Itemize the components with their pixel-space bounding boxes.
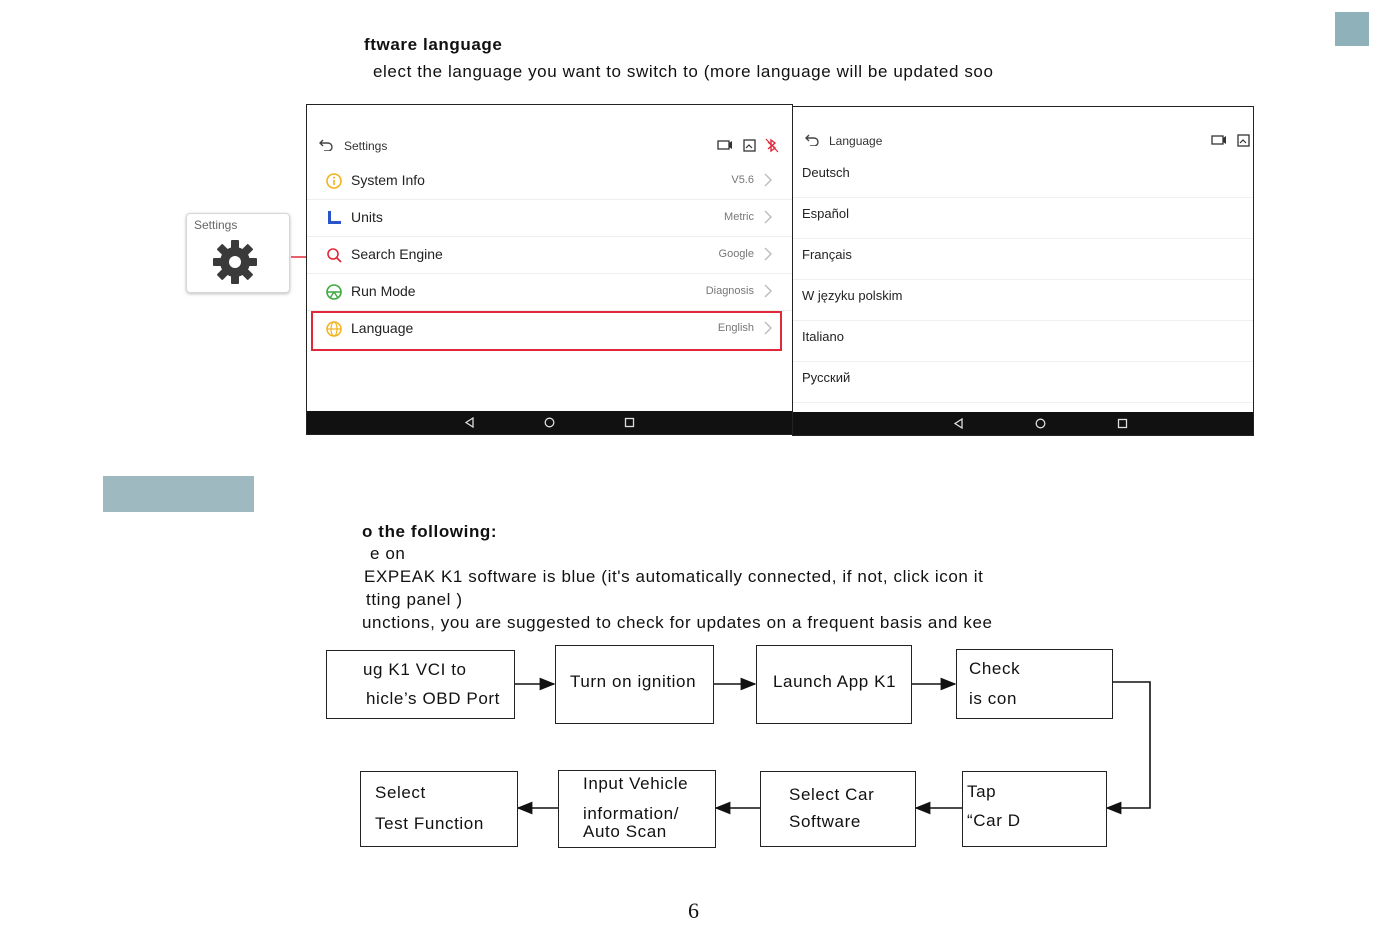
info-icon <box>326 173 342 189</box>
flow-step-text: Turn on ignition <box>570 672 697 691</box>
section2-line: e on <box>370 544 406 563</box>
run-mode-icon <box>326 284 342 300</box>
chevron-right-icon <box>764 247 772 261</box>
screenshot-icon[interactable] <box>1237 134 1250 147</box>
back-icon[interactable] <box>319 139 333 151</box>
units-icon <box>326 210 342 226</box>
settings-row-label: Units <box>351 209 383 225</box>
language-option-espanol[interactable] <box>793 198 1253 239</box>
section-subtitle: elect the language you want to switch to (more language will be updated soo <box>373 62 994 81</box>
settings-app-tile[interactable] <box>186 213 290 293</box>
language-option-label: W języku polskim <box>802 288 903 303</box>
flow-step-text: Check <box>969 659 1021 678</box>
settings-row-label: Language <box>351 320 414 336</box>
screenshot-icon[interactable] <box>743 139 756 152</box>
flow-step-check <box>956 649 1113 719</box>
language-option-label: Deutsch <box>802 165 850 180</box>
language-header-title: Language <box>829 134 883 148</box>
language-option-italiano[interactable] <box>793 321 1253 362</box>
flow-step-text: Auto Scan <box>583 822 667 841</box>
settings-row-label: Search Engine <box>351 246 443 262</box>
flow-step-text: information/ <box>583 804 680 823</box>
vci-icon[interactable] <box>717 139 733 151</box>
search-icon <box>326 247 342 263</box>
section-title: ftware language <box>364 35 503 54</box>
settings-header-title: Settings <box>344 139 388 153</box>
settings-row-units[interactable] <box>307 200 792 237</box>
bluetooth-off-icon[interactable] <box>765 138 779 153</box>
settings-row-run-mode[interactable] <box>307 274 792 311</box>
flow-step-text: Test Function <box>375 814 484 833</box>
flow-step-text: Software <box>789 812 861 831</box>
chevron-right-icon <box>764 173 772 187</box>
nav-back-icon[interactable] <box>464 417 475 428</box>
flow-step-tap <box>962 771 1107 847</box>
nav-recents-icon[interactable] <box>1117 418 1128 429</box>
flow-step-select-car-software <box>760 771 916 847</box>
back-icon[interactable] <box>805 134 819 146</box>
section2-line: tting panel ) <box>366 590 463 609</box>
chevron-right-icon <box>764 210 772 224</box>
chevron-right-icon <box>764 284 772 298</box>
language-option-label: Italiano <box>802 329 844 344</box>
language-option-francais[interactable] <box>793 239 1253 280</box>
settings-row-value: Diagnosis <box>705 285 754 297</box>
language-option-deutsch[interactable] <box>793 157 1253 198</box>
flow-step-launch-app <box>756 645 912 724</box>
language-option-russian[interactable] <box>793 362 1253 403</box>
language-option-label: Русский <box>802 370 851 385</box>
page-number: 6 <box>688 898 699 923</box>
nav-home-icon[interactable] <box>1035 418 1046 429</box>
android-nav-bar <box>793 412 1253 435</box>
settings-row-label: System Info <box>351 172 425 188</box>
settings-row-value: V5.6 <box>731 174 754 186</box>
flow-step-text: Select <box>375 783 426 802</box>
flow-step-ignition <box>555 645 714 724</box>
settings-row-label: Run Mode <box>351 283 416 299</box>
flow-step-input-vehicle <box>558 770 716 848</box>
settings-row-search-engine[interactable] <box>307 237 792 274</box>
flow-step-text: ug K1 VCI to <box>363 660 467 679</box>
settings-row-system-info[interactable] <box>307 163 792 200</box>
flow-step-text: hicle’s OBD Port <box>366 689 500 708</box>
language-screen <box>792 106 1254 436</box>
section2-line: EXPEAK K1 software is blue (it's automatically connected, if not, click icon it <box>364 567 984 586</box>
settings-tile-label: Settings <box>194 218 238 232</box>
flow-step-text: is con <box>969 689 1018 708</box>
nav-recents-icon[interactable] <box>624 417 635 428</box>
flow-step-text: Input Vehicle <box>583 774 689 793</box>
flow-step-text: Select Car <box>789 785 875 804</box>
language-option-label: Español <box>802 206 849 221</box>
settings-row-value: Google <box>718 248 754 260</box>
flow-step-text: Launch App K1 <box>773 672 897 691</box>
section2-heading: o the following: <box>362 522 498 541</box>
settings-row-value: Metric <box>724 211 754 223</box>
flow-step-plug-vci <box>326 650 515 719</box>
vci-icon[interactable] <box>1211 134 1227 146</box>
settings-row-value: English <box>717 322 754 334</box>
corner-tab-marker <box>1335 12 1369 46</box>
flow-step-select-test-function <box>360 771 518 847</box>
language-option-label: Français <box>802 247 852 262</box>
nav-home-icon[interactable] <box>544 417 555 428</box>
settings-screen <box>306 104 793 435</box>
language-highlight-frame <box>311 311 782 351</box>
section2-line: unctions, you are suggested to check for updates on a frequent basis and kee <box>362 613 993 632</box>
flow-step-text: Tap <box>967 782 997 801</box>
android-nav-bar <box>307 411 792 434</box>
nav-back-icon[interactable] <box>953 418 964 429</box>
section-marker-bar <box>103 476 254 512</box>
gear-icon <box>211 238 259 286</box>
language-option-polski[interactable] <box>793 280 1253 321</box>
flow-step-text: “Car D <box>967 811 1021 830</box>
